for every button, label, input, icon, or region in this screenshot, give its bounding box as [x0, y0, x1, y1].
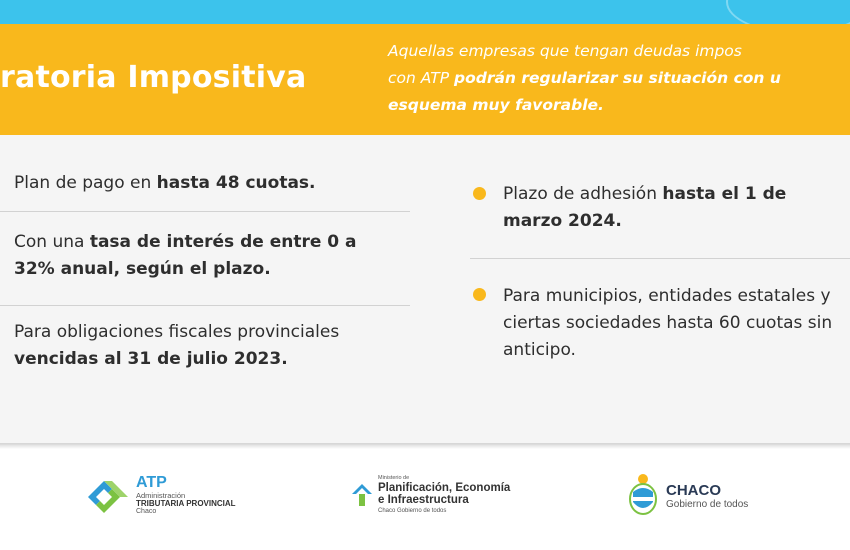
bullet-2: [473, 288, 486, 301]
banner-description: [388, 38, 850, 119]
divider-left-1: [0, 211, 410, 212]
left-item-2-text: Con una: [14, 232, 90, 252]
chaco-name: CHACO: [666, 482, 721, 499]
banner-text-line-2-plain: con ATP: [388, 69, 454, 87]
right-item-1: [503, 181, 793, 235]
left-item-1: [14, 170, 394, 197]
ministerio-logo: [348, 474, 548, 520]
banner-title: ratoria Impositiva: [0, 60, 307, 95]
right-item-1-text: Plazo de adhesión: [503, 184, 663, 204]
divider-right: [470, 258, 850, 259]
left-item-3-bold: vencidas al 31 de julio 2023.: [14, 349, 288, 369]
left-item-3: [14, 319, 394, 373]
chaco-shield-logo-icon: [626, 472, 660, 518]
atp-diamond-logo-icon: [82, 475, 132, 519]
atp-line-1: Administración: [136, 491, 186, 500]
ministerio-name-line-1: Planificación, Economía: [378, 482, 511, 494]
right-item-2-text: Para municipios, entidades estatales y ciertas sociedades hasta 60 cuotas sin anticipo.: [503, 286, 833, 360]
top-stripe: [0, 0, 850, 24]
left-item-2-bold: tasa de interés de entre 0 a 32% anual, según el plazo.: [14, 232, 357, 279]
atp-name: ATP: [136, 474, 167, 491]
atp-line-3: Chaco: [136, 508, 157, 515]
ministerio-name-line-2: e Infraestructura: [378, 494, 469, 506]
left-item-1-bold: hasta 48 cuotas.: [156, 173, 316, 193]
banner-text-line-2-bold: podrán regularizar su situación con u: [453, 69, 781, 87]
ministerio-name: [378, 482, 510, 506]
bullet-1: [473, 187, 486, 200]
divider-left-2: [0, 305, 410, 306]
atp-logo: [82, 474, 282, 520]
right-item-2: [503, 283, 843, 364]
chaco-logo: [626, 472, 786, 520]
left-item-1-text: Plan de pago en: [14, 173, 157, 193]
banner-text-line-3-bold: esquema muy favorable.: [388, 96, 604, 114]
banner-text-line-1: Aquellas empresas que tengan deudas impos: [388, 42, 742, 60]
chaco-sub: Gobierno de todos: [666, 499, 749, 510]
left-item-3-text: Para obligaciones fiscales provinciales: [14, 322, 340, 342]
banner-text-line-3: [388, 92, 850, 119]
left-item-2: [14, 229, 394, 283]
right-item-1-bold: hasta el 1 de marzo 2024.: [503, 184, 787, 231]
ministerio-foot: Chaco Gobierno de todos: [378, 508, 447, 514]
ministerio-small: Ministerio de: [378, 475, 410, 481]
atp-line-2: TRIBUTARIA PROVINCIAL: [136, 499, 236, 508]
house-logo-icon: [350, 482, 374, 508]
banner-text-line-2: [388, 65, 850, 92]
